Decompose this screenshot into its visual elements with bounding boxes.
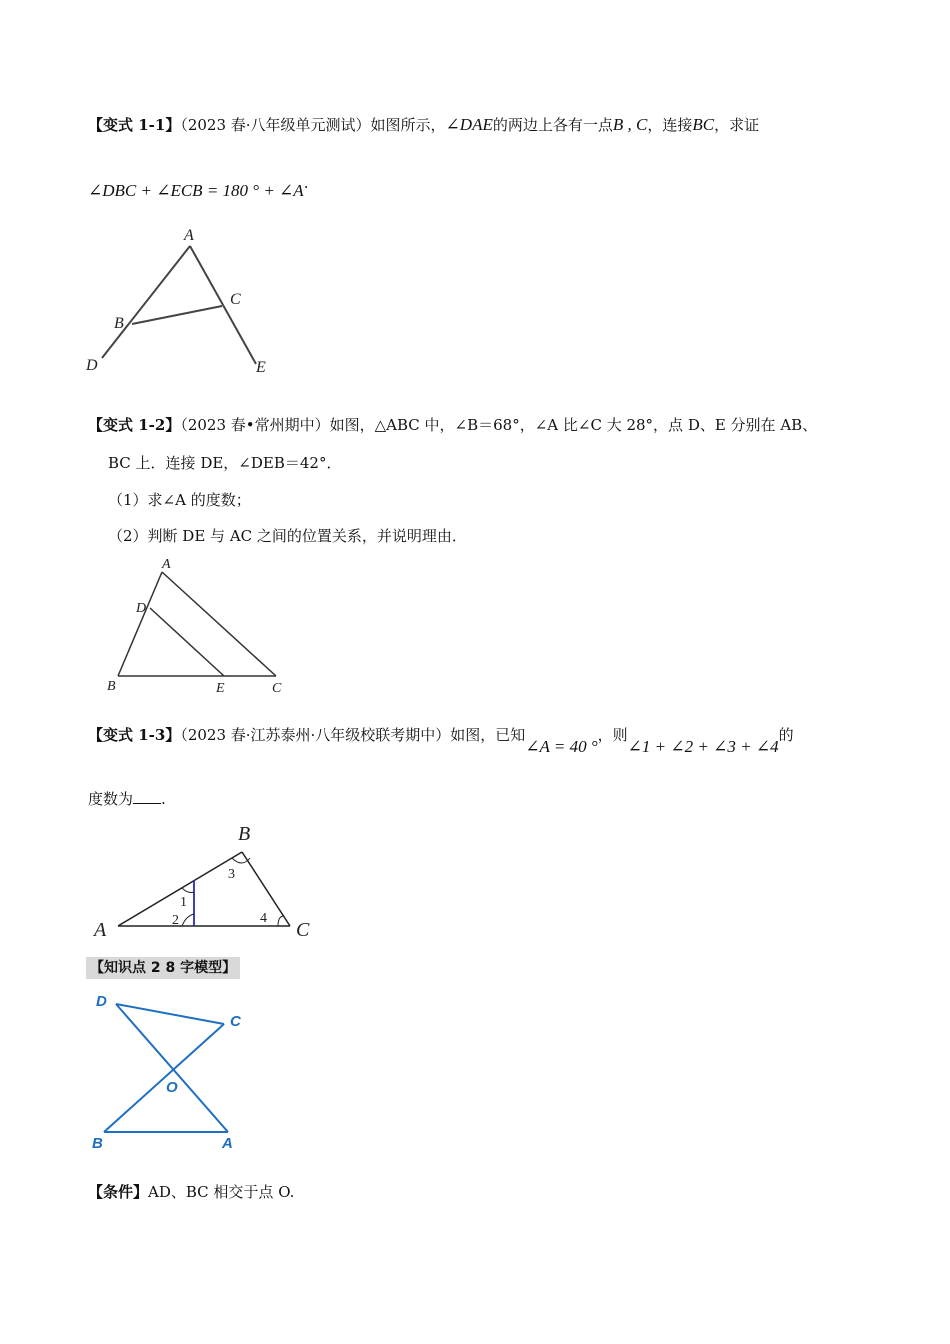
variant-1-1-formula-line xyxy=(88,174,309,202)
figure-triangle-angles xyxy=(90,820,330,940)
variant-1-1-source: （2023 春·八年级单元测试）如图所示， xyxy=(180,116,446,134)
variant-1-1-seg: BC xyxy=(692,115,715,134)
answer-blank xyxy=(133,789,161,804)
fig1-label-b: B xyxy=(114,315,124,332)
fig1-label-e: E xyxy=(256,359,266,376)
fig4-label-d: D xyxy=(96,993,107,1010)
variant-1-1-text4: ，求证 xyxy=(714,116,760,134)
variant-1-3-answer-end: . xyxy=(161,790,166,808)
variant-1-2-line2: BC 上．连接 DE，∠DEB＝42°． xyxy=(108,454,342,472)
fig4-label-o: O xyxy=(166,1079,178,1096)
variant-1-3-answer-prefix: 度数为 xyxy=(88,790,134,808)
fig4-label-b: B xyxy=(92,1135,103,1152)
fig4-label-c: C xyxy=(230,1013,241,1030)
variant-1-2-tag: 【变式 1-2】 xyxy=(88,416,181,434)
variant-1-3-text3: 的 xyxy=(778,726,794,744)
variant-1-3-line1 xyxy=(88,724,794,756)
condition-text: AD、BC 相交于点 O. xyxy=(148,1183,295,1201)
fig3-label-b: B xyxy=(238,823,251,845)
variant-1-3-tag: 【变式 1-3】 xyxy=(88,726,181,744)
fig3-angle-1: 1 xyxy=(180,895,187,910)
variant-1-1-tag: 【变式 1-1】 xyxy=(88,116,181,134)
variant-1-1-formula: ∠DBC + ∠ECB = 180 ° + ∠A xyxy=(88,181,304,200)
fig3-angle-3: 3 xyxy=(228,867,235,882)
fig2-label-a: A xyxy=(162,557,171,572)
fig1-label-c: C xyxy=(230,291,241,308)
fig1-label-d: D xyxy=(86,357,98,374)
fig1-label-a: A xyxy=(184,227,194,244)
fig2-label-d: D xyxy=(136,601,147,616)
fig3-angle-2: 2 xyxy=(172,913,179,928)
variant-1-3-source: （2023 春·江苏泰州·八年级校联考期中）如图，已知 xyxy=(180,726,526,744)
condition-tag: 【条件】 xyxy=(88,1183,149,1201)
variant-1-3-given: ∠A = 40 ° xyxy=(525,737,598,756)
figure-eight-model xyxy=(88,988,288,1158)
fig3-label-c: C xyxy=(296,919,310,941)
variant-1-1-angle: ∠DAE xyxy=(445,115,493,134)
variant-1-1-text2: 的两边上各有一点 xyxy=(492,116,613,134)
variant-1-3-expr: ∠1 + ∠2 + ∠3 + ∠4 xyxy=(627,737,779,756)
fig2-label-c: C xyxy=(272,681,282,696)
variant-1-2-q1: （1）求∠A 的度数； xyxy=(108,491,251,509)
variant-1-2-text1: （2023 春•常州期中）如图，△ABC 中，∠B＝68°，∠A 比∠C 大 28°，点 D、E 分别在 AB、 xyxy=(180,416,818,434)
fig2-label-b: B xyxy=(107,679,116,694)
figure-angle-dae xyxy=(80,222,300,382)
fig3-angle-4: 4 xyxy=(260,911,267,926)
variant-1-2-line1 xyxy=(88,414,817,436)
fig4-label-a: A xyxy=(222,1135,233,1152)
fig2-label-e: E xyxy=(216,681,225,696)
figure-triangle-abc-de xyxy=(100,556,300,696)
variant-1-3-text2: ，则 xyxy=(597,726,628,744)
variant-1-1-points: B , C xyxy=(612,115,648,134)
condition-line xyxy=(88,1181,294,1203)
variant-1-1-formula-end: . xyxy=(303,174,309,192)
knowledge-point-2-title: 【知识点 2 8 字模型】 xyxy=(86,957,240,979)
variant-1-3-line2 xyxy=(88,788,166,810)
variant-1-1-line1 xyxy=(88,114,759,136)
fig3-label-a: A xyxy=(94,919,107,941)
variant-1-1-text3: ，连接 xyxy=(647,116,693,134)
variant-1-2-q2: （2）判断 DE 与 AC 之间的位置关系，并说明理由． xyxy=(108,527,467,545)
